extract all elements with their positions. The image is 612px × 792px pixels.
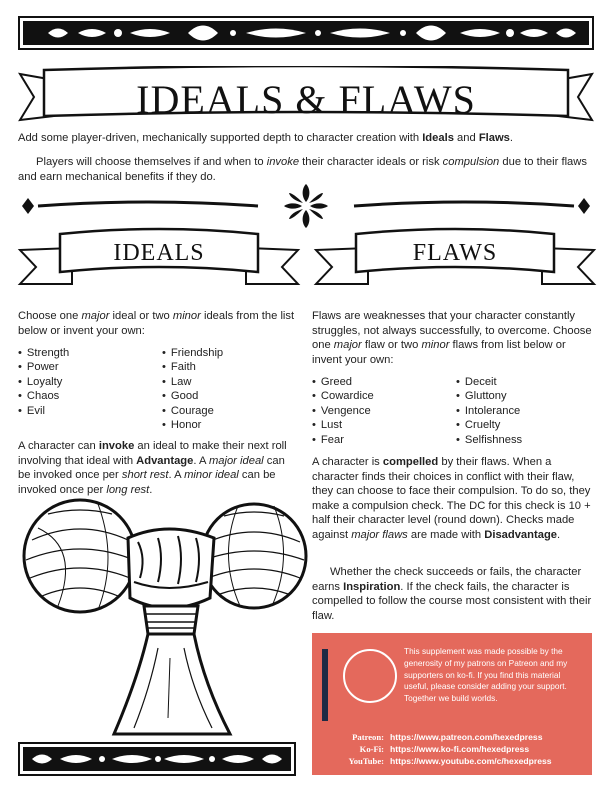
list-item: • Intolerance	[456, 404, 522, 418]
list-item: • Greed	[312, 375, 456, 389]
flaws-intro-text: Flaws are weaknesses that your character constantly struggles, not always successfully, to overcome. Choose one major flaw or two minor flaws from list below or invent your own:	[312, 310, 592, 366]
list-item: • Gluttony	[456, 389, 522, 403]
list-item: • Honor	[162, 418, 223, 432]
flaws-list	[312, 375, 522, 447]
top-ornament-border	[18, 16, 594, 50]
list-item: • Cruelty	[456, 418, 522, 432]
list-item: • Evil	[18, 404, 162, 418]
list-item: • Chaos	[18, 389, 162, 403]
page-title: IDEALS & FLAWS	[136, 77, 476, 122]
flaws-whether-text: Whether the check succeeds or fails, the character earns Inspiration. If the check fails, the character is compelled to follow the course most consistent with their flaw.	[312, 566, 592, 622]
youtube-link-row[interactable]: YouTube: https://www.youtube.com/c/hexedpress	[348, 756, 552, 767]
bottom-ornament-border	[18, 742, 296, 776]
list-item: • Lust	[312, 418, 456, 432]
list-item: • Law	[162, 375, 223, 389]
panel-accent-bar	[322, 649, 328, 721]
list-item: • Power	[18, 360, 162, 374]
list-item: • Fear	[312, 433, 456, 447]
kofi-link-row[interactable]: Ko-Fi: https://www.ko-fi.com/hexedpress	[359, 744, 530, 755]
patreon-link-row[interactable]: Patreon: https://www.patreon.com/hexedpress	[352, 732, 543, 742]
flaws-heading: FLAWS	[412, 240, 498, 266]
list-item: • Vengence	[312, 404, 456, 418]
dumbbell-fist-illustration	[18, 498, 308, 738]
supporter-panel	[312, 633, 592, 775]
list-item: • Selfishness	[456, 433, 522, 447]
ideals-invoke-text: A character can invoke an ideal to make their next roll involving that ideal with Advantage. A major ideal can be invoked once per short rest. A minor ideal can be invoked once per long rest.	[18, 440, 287, 496]
list-item: • Faith	[162, 360, 223, 374]
intro-paragraph: Add some player-driven, mechanically supported depth to character creation with Ideals and Flaws.	[18, 132, 514, 144]
intro-paragraph-2: Players will choose themselves if and when to invoke their character ideals or risk compulsion due to their flaws and earn mechanical benefits if they do.	[18, 156, 587, 183]
ideals-list-left	[18, 346, 162, 432]
avatar-placeholder	[343, 649, 397, 703]
ideals-choose-text: Choose one major ideal or two minor ideals from the list below or invent your own:	[18, 310, 295, 337]
kofi-link[interactable]: https://www.ko-fi.com/hexedpress	[390, 744, 530, 755]
ideals-list	[18, 346, 223, 432]
youtube-link[interactable]: https://www.youtube.com/c/hexedpress	[390, 756, 552, 767]
list-item: • Good	[162, 389, 223, 403]
list-item: • Strength	[18, 346, 162, 360]
flaws-list-left	[312, 375, 456, 447]
list-item: • Courage	[162, 404, 223, 418]
ideals-heading: IDEALS	[113, 240, 205, 266]
ideals-list-right	[162, 346, 223, 432]
list-item: • Friendship	[162, 346, 223, 360]
patreon-link[interactable]: https://www.patreon.com/hexedpress	[390, 732, 543, 742]
list-item: • Cowardice	[312, 389, 456, 403]
list-item: • Loyalty	[18, 375, 162, 389]
list-item: • Deceit	[456, 375, 522, 389]
flaws-compelled-text: A character is compelled by their flaws. When a character finds their choices in conflict with their flaw, they can choose to face their compulsion. To do so, they make a compulsion check. The DC for this check is 10 + half their character level (round down). Checks made against major flaws are made with Disadvantage.	[312, 456, 591, 541]
flaws-list-right	[456, 375, 522, 447]
supporter-links	[326, 731, 552, 768]
supporter-message: This supplement was made possible by the generosity of my patrons on Patreon and my supporters on ko-fi. If you find this material useful, please consider adding your support. Together we build worlds.	[404, 646, 568, 704]
